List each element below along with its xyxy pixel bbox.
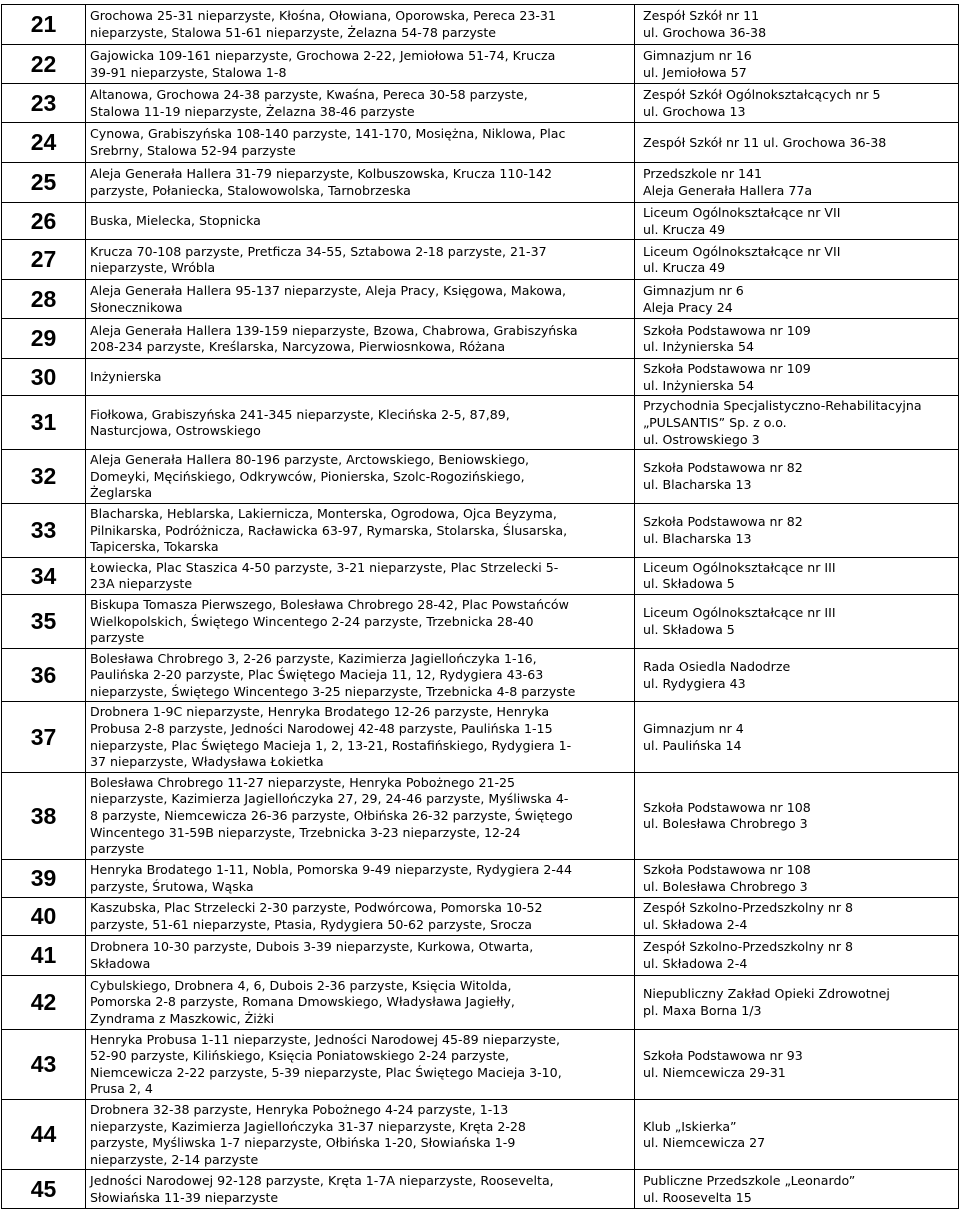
district-streets xyxy=(86,503,635,557)
place-line: ul. Bolesława Chrobrego 3 xyxy=(643,816,808,832)
table-row xyxy=(2,203,959,240)
place-line: Niepubliczny Zakład Opieki Zdrowotnej xyxy=(643,986,890,1002)
streets-line: nieparzyste, Kazimierza Jagiellończyka 27, 29, 24-46 parzyste, Myśliwska 4- xyxy=(90,791,569,807)
streets-line: Srebrny, Stalowa 52-94 parzyste xyxy=(90,143,296,158)
streets-line: Buska, Mielecka, Stopnicka xyxy=(90,213,261,229)
place-line: Zespół Szkół nr 11 xyxy=(643,8,760,24)
streets-line: nieparzyste, Wróbla xyxy=(90,260,216,276)
streets-line: Drobnera 32-38 parzyste, Henryka Pobożnego 4-24 parzyste, 1-13 xyxy=(90,1101,509,1117)
place-line: Publiczne Przedszkole „Leonardo” xyxy=(643,1173,856,1189)
place-line: Aleja Generała Hallera 77a xyxy=(643,183,813,198)
polling-place xyxy=(635,240,959,280)
district-number: 37 xyxy=(2,702,86,772)
polling-place xyxy=(635,450,959,504)
streets-line: 39-91 nieparzyste, Stalowa 1-8 xyxy=(90,64,287,80)
table-row xyxy=(2,1029,959,1099)
place-line: Zespół Szkolno-Przedszkolny nr 8 xyxy=(643,900,854,916)
place-line: ul. Bolesława Chrobrego 3 xyxy=(643,878,808,894)
streets-line: Stalowa 11-19 nieparzyste, Żelazna 38-46 parzyste xyxy=(90,103,415,119)
table-row xyxy=(2,503,959,557)
streets-line: Bolesława Chrobrego 11-27 nieparzyste, Henryka Pobożnego 21-25 xyxy=(90,774,516,790)
polling-place xyxy=(635,648,959,702)
polling-place xyxy=(635,935,959,975)
place-line: Szkoła Podstawowa nr 109 xyxy=(643,322,811,338)
place-line: Szkoła Podstawowa nr 108 xyxy=(643,799,811,815)
table-row xyxy=(2,594,959,648)
streets-line: Cybulskiego, Drobnera 4, 6, Dubois 2-36 parzyste, Księcia Witolda, xyxy=(90,977,512,993)
place-line: ul. Blacharska 13 xyxy=(643,530,752,546)
district-streets xyxy=(86,975,635,1029)
table-row xyxy=(2,648,959,702)
table-row xyxy=(2,359,959,396)
place-line: pl. Maxa Borna 1/3 xyxy=(643,1002,762,1018)
streets-line: Pilnikarska, Podróżnicza, Racławicka 63-97, Rymarska, Stolarska, Ślusarska, xyxy=(90,522,568,538)
district-number: 27 xyxy=(2,240,86,280)
polling-place xyxy=(635,702,959,772)
district-streets xyxy=(86,5,635,45)
place-line: Przedszkole nr 141 xyxy=(643,166,763,182)
place-line: ul. Składowa 2-4 xyxy=(643,916,748,932)
place-line: ul. Roosevelta 15 xyxy=(643,1189,752,1205)
streets-line: Paulińska 2-20 parzyste, Plac Świętego Macieja 11, 12, Rydygiera 43-63 xyxy=(90,667,544,683)
place-line: ul. Paulińska 14 xyxy=(643,737,742,753)
table-row xyxy=(2,772,959,859)
streets-line: 37 nieparzyste, Władysława Łokietka xyxy=(90,754,324,770)
streets-line: Henryka Probusa 1-11 nieparzyste, Jedności Narodowej 45-89 nieparzyste, xyxy=(90,1031,561,1047)
streets-line: Wincentego 31-59B nieparzyste, Trzebnicka 3-23 nieparzyste, 12-24 xyxy=(90,824,521,840)
streets-line: 23A nieparzyste xyxy=(90,576,193,592)
streets-line: nieparzyste, Kazimierza Jagiellończyka 31-37 nieparzyste, Kręta 2-28 xyxy=(90,1118,526,1134)
streets-line: Gajowicka 109-161 nieparzyste, Grochowa 2-22, Jemiołowa 51-74, Krucza xyxy=(90,47,556,63)
place-line: „PULSANTIS” Sp. z o.o. xyxy=(643,414,787,430)
place-line: Szkoła Podstawowa nr 82 xyxy=(643,460,803,476)
district-number: 34 xyxy=(2,557,86,594)
place-line: Liceum Ogólnokształcące nr VII xyxy=(643,243,841,259)
table-row xyxy=(2,975,959,1029)
polling-place xyxy=(635,84,959,123)
polling-place xyxy=(635,1099,959,1169)
polling-place xyxy=(635,975,959,1029)
districts-table xyxy=(1,4,959,1209)
place-line: Liceum Ogólnokształcące nr III xyxy=(643,605,836,621)
streets-line: parzyste xyxy=(90,630,145,646)
table-row xyxy=(2,319,959,359)
district-streets xyxy=(86,772,635,859)
streets-line: 208-234 parzyste, Kreślarska, Narcyzowa, Pierwiosnkowa, Różana xyxy=(90,339,506,355)
polling-place xyxy=(635,280,959,319)
streets-line: parzyste, Myśliwska 1-7 nieparzyste, Ołbińska 1-20, Słowiańska 1-9 xyxy=(90,1135,516,1151)
polling-place xyxy=(635,1029,959,1099)
streets-line: 8 parzyste, Niemcewicza 26-36 parzyste, Ołbińska 26-32 parzyste, Świętego xyxy=(90,808,573,824)
polling-place xyxy=(635,594,959,648)
streets-line: Altanowa, Grochowa 24-38 parzyste, Kwaśna, Pereca 30-58 parzyste, xyxy=(90,86,528,102)
polling-place xyxy=(635,163,959,203)
place-line: Przychodnia Specjalistyczno-Rehabilitacyjna xyxy=(643,398,922,414)
district-number: 38 xyxy=(2,772,86,859)
streets-line: 52-90 parzyste, Kilińskiego, Księcia Poniatowskiego 2-24 parzyste, xyxy=(90,1048,510,1064)
district-streets xyxy=(86,450,635,504)
place-line: ul. Rydygiera 43 xyxy=(643,675,746,691)
streets-line: Bolesława Chrobrego 3, 2-26 parzyste, Kazimierza Jagiellończyka 1-16, xyxy=(90,650,537,666)
table-row xyxy=(2,557,959,594)
place-line: Zespół Szkół nr 11 ul. Grochowa 36-38 xyxy=(643,134,887,150)
place-line: ul. Składowa 5 xyxy=(643,576,735,592)
table-row xyxy=(2,240,959,280)
table-row xyxy=(2,45,959,84)
district-number: 25 xyxy=(2,163,86,203)
streets-line: Biskupa Tomasza Pierwszego, Bolesława Chrobrego 28-42, Plac Powstańców xyxy=(90,596,569,612)
district-number: 35 xyxy=(2,594,86,648)
streets-line: Składowa xyxy=(90,955,151,971)
place-line: Aleja Pracy 24 xyxy=(643,299,733,315)
district-number: 21 xyxy=(2,5,86,45)
table-row xyxy=(2,396,959,450)
place-line: ul. Niemcewicza 27 xyxy=(643,1135,766,1151)
district-streets xyxy=(86,396,635,450)
district-number: 43 xyxy=(2,1029,86,1099)
district-streets xyxy=(86,557,635,594)
place-line: Rada Osiedla Nadodrze xyxy=(643,658,791,674)
streets-line: Inżynierska xyxy=(90,369,162,385)
table-row xyxy=(2,897,959,935)
district-number: 40 xyxy=(2,897,86,935)
polling-place xyxy=(635,319,959,359)
district-number: 44 xyxy=(2,1099,86,1169)
streets-line: Fiołkowa, Grabiszyńska 241-345 nieparzyste, Klecińska 2-5, 87,89, xyxy=(90,406,510,422)
district-streets xyxy=(86,897,635,935)
place-line: Zespół Szkolno-Przedszkolny nr 8 xyxy=(643,939,854,955)
table-row xyxy=(2,859,959,897)
place-line: ul. Niemcewicza 29-31 xyxy=(643,1064,786,1080)
polling-place xyxy=(635,1170,959,1209)
streets-line: Słowiańska 11-39 nieparzyste xyxy=(90,1189,279,1205)
district-streets xyxy=(86,1170,635,1209)
streets-line: Jedności Narodowej 92-128 parzyste, Kręta 1-7A nieparzyste, Roosevelta, xyxy=(90,1173,554,1189)
polling-place xyxy=(635,359,959,396)
streets-line: Henryka Brodatego 1-11, Nobla, Pomorska 9-49 nieparzyste, Rydygiera 2-44 xyxy=(90,862,572,878)
district-number: 22 xyxy=(2,45,86,84)
streets-line: parzyste, Połaniecka, Stalowowolska, Tarnobrzeska xyxy=(90,183,411,198)
district-streets xyxy=(86,1099,635,1169)
streets-line: Krucza 70-108 parzyste, Pretficza 34-55, Sztabowa 2-18 parzyste, 21-37 xyxy=(90,243,547,259)
streets-line: Probusa 2-8 parzyste, Jedności Narodowej 42-48 parzyste, Paulińska 1-15 xyxy=(90,721,553,737)
district-number: 28 xyxy=(2,280,86,319)
district-number: 36 xyxy=(2,648,86,702)
district-streets xyxy=(86,163,635,203)
streets-line: Zyndrama z Maszkowic, Żiżki xyxy=(90,1011,275,1026)
district-streets xyxy=(86,935,635,975)
polling-place xyxy=(635,203,959,240)
place-line: ul. Krucza 49 xyxy=(643,260,726,276)
place-line: ul. Składowa 2-4 xyxy=(643,955,748,971)
streets-line: nieparzyste, Plac Świętego Macieja 1, 2, 13-21, Rostafińskiego, Rydygiera 1- xyxy=(90,737,572,753)
polling-place xyxy=(635,123,959,163)
district-number: 32 xyxy=(2,450,86,504)
district-streets xyxy=(86,594,635,648)
table-row xyxy=(2,450,959,504)
place-line: Gimnazjum nr 16 xyxy=(643,47,752,63)
streets-line: Aleja Generała Hallera 139-159 nieparzyste, Bzowa, Chabrowa, Grabiszyńska xyxy=(90,322,578,338)
streets-line: nieparzyste, Stalowa 51-61 nieparzyste, Żelazna 54-78 parzyste xyxy=(90,25,497,40)
polling-place xyxy=(635,859,959,897)
polling-place xyxy=(635,503,959,557)
district-streets xyxy=(86,84,635,123)
district-number: 33 xyxy=(2,503,86,557)
streets-line: Aleja Generała Hallera 31-79 nieparzyste, Kolbuszowska, Krucza 110-142 xyxy=(90,166,553,182)
district-streets xyxy=(86,702,635,772)
table-row xyxy=(2,1170,959,1209)
place-line: ul. Jemiołowa 57 xyxy=(643,64,747,80)
table-row xyxy=(2,1099,959,1169)
streets-line: Prusa 2, 4 xyxy=(90,1081,153,1097)
district-number: 26 xyxy=(2,203,86,240)
district-streets xyxy=(86,648,635,702)
polling-place xyxy=(635,45,959,84)
district-streets xyxy=(86,859,635,897)
polling-place xyxy=(635,897,959,935)
place-line: Zespół Szkół Ogólnokształcących nr 5 xyxy=(643,86,881,102)
place-line: Gimnazjum nr 4 xyxy=(643,721,744,737)
district-number: 41 xyxy=(2,935,86,975)
place-line: Szkoła Podstawowa nr 109 xyxy=(643,361,811,377)
district-streets xyxy=(86,45,635,84)
district-streets xyxy=(86,319,635,359)
polling-place xyxy=(635,557,959,594)
district-streets xyxy=(86,240,635,280)
streets-line: Żeglarska xyxy=(90,485,153,501)
table-row xyxy=(2,702,959,772)
district-streets xyxy=(86,359,635,396)
place-line: Szkoła Podstawowa nr 82 xyxy=(643,514,803,530)
polling-place xyxy=(635,396,959,450)
district-number: 31 xyxy=(2,396,86,450)
district-streets xyxy=(86,123,635,163)
streets-line: Cynowa, Grabiszyńska 108-140 parzyste, 141-170, Mosiężna, Niklowa, Plac xyxy=(90,126,566,142)
district-number: 45 xyxy=(2,1170,86,1209)
place-line: Szkoła Podstawowa nr 93 xyxy=(643,1048,803,1064)
table-row xyxy=(2,84,959,123)
district-streets xyxy=(86,1029,635,1099)
polling-place xyxy=(635,772,959,859)
district-number: 29 xyxy=(2,319,86,359)
polling-place xyxy=(635,5,959,45)
place-line: ul. Inżynierska 54 xyxy=(643,339,755,355)
place-line: ul. Krucza 49 xyxy=(643,221,726,237)
streets-line: nieparzyste, 2-14 parzyste xyxy=(90,1151,259,1167)
streets-line: Słonecznikowa xyxy=(90,299,183,315)
district-number: 24 xyxy=(2,123,86,163)
place-line: ul. Ostrowskiego 3 xyxy=(643,431,760,447)
streets-line: Grochowa 25-31 nieparzyste, Kłośna, Ołowiana, Oporowska, Pereca 23-31 xyxy=(90,8,556,24)
place-line: ul. Inżynierska 54 xyxy=(643,377,755,393)
place-line: Gimnazjum nr 6 xyxy=(643,283,744,299)
place-line: ul. Składowa 5 xyxy=(643,621,735,637)
streets-line: Aleja Generała Hallera 80-196 parzyste, Arctowskiego, Beniowskiego, xyxy=(90,452,530,468)
place-line: ul. Grochowa 13 xyxy=(643,103,746,119)
streets-line: Pomorska 2-8 parzyste, Romana Dmowskiego, Władysława Jagiełły, xyxy=(90,994,515,1010)
place-line: Liceum Ogólnokształcące nr III xyxy=(643,559,836,575)
place-line: ul. Blacharska 13 xyxy=(643,477,752,493)
district-streets xyxy=(86,203,635,240)
streets-line: Drobnera 10-30 parzyste, Dubois 3-39 nieparzyste, Kurkowa, Otwarta, xyxy=(90,939,534,955)
streets-line: Tapicerska, Tokarska xyxy=(90,539,219,555)
district-number: 39 xyxy=(2,859,86,897)
streets-line: Kaszubska, Plac Strzelecki 2-30 parzyste, Podwórcowa, Pomorska 10-52 xyxy=(90,900,543,916)
table-row xyxy=(2,935,959,975)
place-line: Liceum Ogólnokształcące nr VII xyxy=(643,205,841,220)
streets-line: parzyste xyxy=(90,841,145,857)
district-number: 42 xyxy=(2,975,86,1029)
table-row xyxy=(2,280,959,319)
place-line: Klub „Iskierka” xyxy=(643,1118,737,1134)
streets-line: Blacharska, Heblarska, Lakiernicza, Monterska, Ogrodowa, Ojca Beyzyma, xyxy=(90,505,557,521)
table-row xyxy=(2,5,959,45)
place-line: Szkoła Podstawowa nr 108 xyxy=(643,862,811,878)
district-number: 23 xyxy=(2,84,86,123)
streets-line: Drobnera 1-9C nieparzyste, Henryka Brodatego 12-26 parzyste, Henryka xyxy=(90,704,550,720)
district-number: 30 xyxy=(2,359,86,396)
table-row xyxy=(2,163,959,203)
streets-line: Łowiecka, Plac Staszica 4-50 parzyste, 3-21 nieparzyste, Plac Strzelecki 5- xyxy=(90,559,559,575)
streets-line: nieparzyste, Świętego Wincentego 3-25 nieparzyste, Trzebnicka 4-8 parzyste xyxy=(90,683,576,699)
place-line: ul. Grochowa 36-38 xyxy=(643,25,767,40)
streets-line: Domeyki, Męcińskiego, Odkrywców, Pionierska, Szolc-Rogozińskiego, xyxy=(90,468,525,484)
districts-table-body xyxy=(2,5,959,1209)
streets-line: Nasturcjowa, Ostrowskiego xyxy=(90,423,261,439)
streets-line: Aleja Generała Hallera 95-137 nieparzyste, Aleja Pracy, Księgowa, Makowa, xyxy=(90,283,567,299)
streets-line: Niemcewicza 2-22 parzyste, 5-39 nieparzyste, Plac Świętego Macieja 3-10, xyxy=(90,1064,562,1080)
table-row xyxy=(2,123,959,163)
district-streets xyxy=(86,280,635,319)
streets-line: parzyste, Śrutowa, Wąska xyxy=(90,878,254,894)
streets-line: parzyste, 51-61 nieparzyste, Ptasia, Rydygiera 50-62 parzyste, Srocza xyxy=(90,916,533,932)
streets-line: Wielkopolskich, Świętego Wincentego 2-24 parzyste, Trzebnicka 28-40 xyxy=(90,613,534,629)
